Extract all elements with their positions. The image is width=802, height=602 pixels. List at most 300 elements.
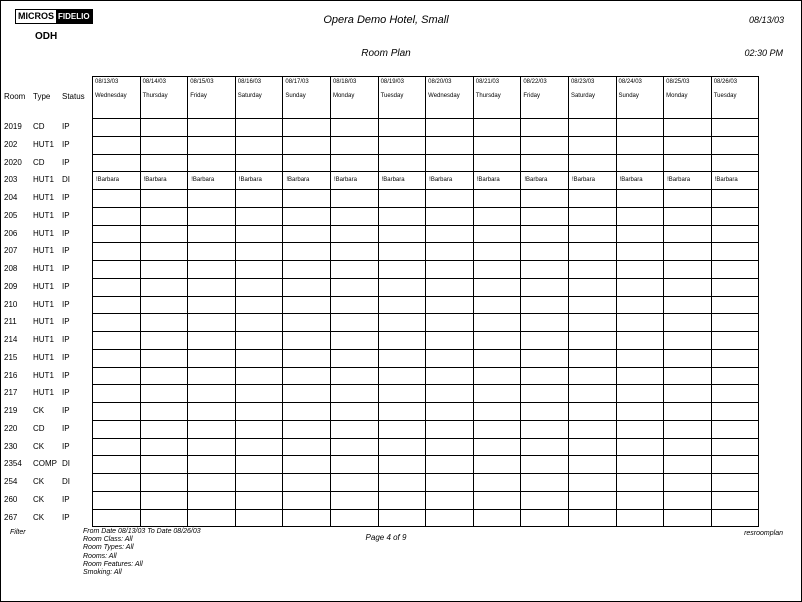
reservation-cell bbox=[569, 403, 617, 421]
reservation-cell bbox=[93, 421, 141, 439]
room-plan-grid bbox=[92, 76, 759, 527]
reservation-cell bbox=[379, 510, 427, 528]
reservation-cell bbox=[712, 439, 760, 457]
date-header-cell bbox=[93, 77, 141, 119]
reservation-cell bbox=[474, 368, 522, 386]
reservation-cell bbox=[569, 368, 617, 386]
reservation-cell bbox=[712, 403, 760, 421]
reservation-cell bbox=[474, 155, 522, 173]
reservation-cell bbox=[379, 119, 427, 137]
room-column-header: Room bbox=[4, 92, 26, 101]
reservation-cell bbox=[283, 474, 331, 492]
reservation-cell bbox=[379, 350, 427, 368]
reservation-cell bbox=[617, 261, 665, 279]
room-label-row bbox=[4, 438, 89, 456]
room-number: 215 bbox=[4, 352, 18, 362]
room-number: 205 bbox=[4, 210, 18, 220]
room-label-row bbox=[4, 367, 89, 385]
room-label-row bbox=[4, 455, 89, 473]
reservation-cell bbox=[569, 137, 617, 155]
room-status: IP bbox=[62, 370, 70, 380]
reservation-cell bbox=[712, 137, 760, 155]
reservation-cell bbox=[236, 314, 284, 332]
room-type: HUT1 bbox=[33, 175, 54, 185]
reservation-cell bbox=[93, 226, 141, 244]
date-header-cell bbox=[426, 77, 474, 119]
table-row bbox=[93, 456, 759, 474]
reservation-cell bbox=[379, 385, 427, 403]
reservation-cell bbox=[712, 119, 760, 137]
date-label: 08/19/03 bbox=[380, 79, 404, 85]
room-number: 217 bbox=[4, 388, 18, 398]
reservation-cell bbox=[474, 492, 522, 510]
reservation-cell bbox=[236, 385, 284, 403]
table-row bbox=[93, 474, 759, 492]
room-label-row bbox=[4, 473, 89, 491]
room-label-row bbox=[4, 509, 89, 527]
reservation-cell bbox=[569, 510, 617, 528]
reservation-cell bbox=[188, 492, 236, 510]
table-row bbox=[93, 368, 759, 386]
reservation-cell bbox=[712, 421, 760, 439]
reservation-cell bbox=[93, 297, 141, 315]
reservation-cell bbox=[426, 261, 474, 279]
reservation-cell: !Barbara bbox=[93, 172, 141, 190]
reservation-cell bbox=[426, 332, 474, 350]
room-label-row bbox=[4, 313, 89, 331]
reservation-cell bbox=[569, 297, 617, 315]
reservation-cell bbox=[188, 261, 236, 279]
reservation-cell bbox=[569, 421, 617, 439]
reservation-cell bbox=[236, 208, 284, 226]
reservation-cell bbox=[474, 403, 522, 421]
room-type: CD bbox=[33, 157, 45, 167]
reservation-cell bbox=[617, 208, 665, 226]
reservation-cell bbox=[93, 385, 141, 403]
reservation-cell bbox=[379, 279, 427, 297]
filter-label: Filter bbox=[10, 529, 26, 536]
reservation-cell bbox=[617, 119, 665, 137]
weekday-label: Tuesday bbox=[380, 93, 404, 99]
reservation-cell bbox=[664, 385, 712, 403]
room-status: IP bbox=[62, 494, 70, 504]
reservation-cell bbox=[712, 314, 760, 332]
room-number: 260 bbox=[4, 494, 18, 504]
reservation-cell bbox=[379, 190, 427, 208]
reservation-cell bbox=[236, 155, 284, 173]
reservation-cell bbox=[569, 350, 617, 368]
reservation-cell bbox=[712, 456, 760, 474]
room-type: HUT1 bbox=[33, 370, 54, 380]
reservation-cell bbox=[188, 510, 236, 528]
reservation-cell bbox=[664, 332, 712, 350]
room-label-row bbox=[4, 154, 89, 172]
reservation-cell bbox=[331, 403, 379, 421]
reservation-cell bbox=[521, 314, 569, 332]
table-row bbox=[93, 492, 759, 510]
room-type: CK bbox=[33, 512, 45, 522]
weekday-label: Wednesday bbox=[95, 93, 127, 99]
reservation-cell bbox=[664, 119, 712, 137]
room-type: HUT1 bbox=[33, 352, 54, 362]
room-label-row bbox=[4, 242, 89, 260]
room-status: IP bbox=[62, 246, 70, 256]
reservation-cell: !Barbara bbox=[141, 172, 189, 190]
date-label: 08/24/03 bbox=[618, 79, 642, 85]
reservation-cell bbox=[521, 137, 569, 155]
reservation-cell bbox=[141, 226, 189, 244]
date-label: 08/23/03 bbox=[570, 79, 595, 85]
room-status: DI bbox=[62, 459, 70, 469]
room-type: HUT1 bbox=[33, 281, 54, 291]
reservation-cell bbox=[379, 421, 427, 439]
reservation-cell bbox=[93, 403, 141, 421]
filter-line: Room Class: All bbox=[83, 536, 133, 544]
reservation-cell bbox=[474, 226, 522, 244]
room-type: CK bbox=[33, 494, 45, 504]
reservation-cell: !Barbara bbox=[569, 172, 617, 190]
reservation-cell bbox=[93, 350, 141, 368]
reservation-cell bbox=[379, 403, 427, 421]
room-number: 214 bbox=[4, 335, 18, 344]
reservation-cell bbox=[569, 208, 617, 226]
reservation-cell bbox=[331, 439, 379, 457]
reservation-cell bbox=[141, 137, 189, 155]
room-label-row bbox=[4, 331, 89, 349]
reservation-cell bbox=[569, 119, 617, 137]
logo-right-text: FIDELIO bbox=[58, 12, 90, 21]
reservation-cell bbox=[283, 137, 331, 155]
reservation-cell bbox=[141, 243, 189, 261]
reservation-cell bbox=[712, 226, 760, 244]
reservation-cell bbox=[521, 474, 569, 492]
reservation-cell bbox=[569, 243, 617, 261]
reservation-cell bbox=[617, 456, 665, 474]
reservation-cell bbox=[474, 332, 522, 350]
report-name: resroomplan bbox=[744, 530, 783, 537]
room-number: 211 bbox=[4, 317, 17, 327]
room-status: DI bbox=[62, 175, 70, 185]
reservation-cell bbox=[712, 385, 760, 403]
date-header-cell bbox=[188, 77, 236, 119]
reservation-cell bbox=[474, 190, 522, 208]
reservation-cell bbox=[331, 421, 379, 439]
reservation-cell bbox=[426, 492, 474, 510]
reservation-cell bbox=[141, 385, 189, 403]
date-header-cell bbox=[569, 77, 617, 119]
reservation-cell bbox=[569, 492, 617, 510]
reservation-cell bbox=[521, 226, 569, 244]
room-number: 267 bbox=[4, 512, 18, 522]
reservation-cell bbox=[617, 332, 665, 350]
room-type: CK bbox=[33, 441, 45, 451]
reservation-cell bbox=[664, 456, 712, 474]
date-header-row bbox=[93, 77, 759, 119]
reservation-cell bbox=[664, 243, 712, 261]
reservation-cell bbox=[188, 137, 236, 155]
reservation-cell bbox=[617, 368, 665, 386]
table-row bbox=[93, 439, 759, 457]
reservation-cell bbox=[521, 368, 569, 386]
reservation-cell bbox=[379, 297, 427, 315]
reservation-cell bbox=[521, 119, 569, 137]
reservation-cell bbox=[426, 314, 474, 332]
reservation-cell bbox=[93, 474, 141, 492]
room-label-row bbox=[4, 349, 89, 367]
reservation-cell bbox=[188, 474, 236, 492]
reservation-cell bbox=[521, 403, 569, 421]
table-row bbox=[93, 350, 759, 368]
room-number: 206 bbox=[4, 228, 18, 238]
room-status: IP bbox=[62, 139, 70, 149]
reservation-cell bbox=[188, 350, 236, 368]
reservation-cell bbox=[93, 456, 141, 474]
reservation-cell bbox=[712, 279, 760, 297]
reservation-cell bbox=[236, 439, 284, 457]
date-label: 08/16/03 bbox=[237, 79, 262, 85]
filter-line: Room Features: All bbox=[83, 560, 143, 568]
table-row bbox=[93, 172, 759, 190]
table-row bbox=[93, 261, 759, 279]
reservation-cell bbox=[93, 137, 141, 155]
reservation-cell bbox=[712, 350, 760, 368]
reservation-cell bbox=[283, 439, 331, 457]
room-type: HUT1 bbox=[33, 210, 54, 220]
reservation-cell bbox=[521, 243, 569, 261]
reservation-cell bbox=[379, 332, 427, 350]
room-status: DI bbox=[62, 477, 70, 486]
reservation-cell bbox=[617, 439, 665, 457]
reservation-cell bbox=[569, 279, 617, 297]
date-header-cell bbox=[521, 77, 569, 119]
room-type: CD bbox=[33, 122, 45, 131]
reservation-cell bbox=[617, 385, 665, 403]
reservation-cell bbox=[664, 439, 712, 457]
date-header-cell bbox=[712, 77, 760, 119]
reservation-cell bbox=[331, 297, 379, 315]
reservation-cell bbox=[93, 492, 141, 510]
room-status: IP bbox=[62, 317, 70, 327]
room-number: 210 bbox=[4, 299, 18, 309]
reservation-cell bbox=[331, 332, 379, 350]
reservation-cell bbox=[141, 261, 189, 279]
reservation-cell bbox=[331, 474, 379, 492]
room-number: 254 bbox=[4, 477, 18, 486]
room-type: HUT1 bbox=[33, 299, 54, 309]
reservation-cell bbox=[141, 492, 189, 510]
weekday-label: Friday bbox=[190, 93, 207, 99]
room-status: IP bbox=[62, 299, 70, 309]
reservation-cell bbox=[93, 439, 141, 457]
reservation-cell bbox=[283, 208, 331, 226]
reservation-cell bbox=[617, 314, 665, 332]
reservation-cell bbox=[474, 421, 522, 439]
reservation-cell bbox=[188, 314, 236, 332]
reservation-cell bbox=[188, 421, 236, 439]
reservation-cell bbox=[664, 190, 712, 208]
reservation-cell: !Barbara bbox=[236, 172, 284, 190]
reservation-cell bbox=[236, 456, 284, 474]
reservation-cell bbox=[521, 510, 569, 528]
date-label: 08/21/03 bbox=[475, 79, 500, 85]
reservation-cell bbox=[236, 510, 284, 528]
reservation-cell bbox=[521, 297, 569, 315]
date-header-cell bbox=[236, 77, 284, 119]
table-row bbox=[93, 510, 759, 528]
print-date: 08/13/03 bbox=[748, 15, 784, 25]
weekday-label: Monday bbox=[666, 93, 688, 99]
room-type: CK bbox=[33, 477, 45, 486]
reservation-cell bbox=[379, 456, 427, 474]
reservation-cell bbox=[379, 137, 427, 155]
status-column-header: Status bbox=[62, 92, 85, 101]
reservation-cell bbox=[236, 261, 284, 279]
reservation-cell bbox=[141, 421, 189, 439]
reservation-cell bbox=[141, 510, 189, 528]
room-status: IP bbox=[62, 122, 70, 131]
reservation-cell bbox=[93, 261, 141, 279]
reservation-cell bbox=[236, 368, 284, 386]
reservation-cell bbox=[426, 208, 474, 226]
room-status: IP bbox=[62, 264, 70, 273]
date-label: 08/17/03 bbox=[285, 79, 309, 85]
reservation-cell bbox=[331, 350, 379, 368]
reservation-cell bbox=[569, 474, 617, 492]
room-label-row bbox=[4, 189, 89, 207]
reservation-cell bbox=[664, 403, 712, 421]
reservation-cell bbox=[283, 155, 331, 173]
reservation-cell bbox=[569, 314, 617, 332]
reservation-cell bbox=[236, 492, 284, 510]
reservation-cell bbox=[712, 492, 760, 510]
room-number: 203 bbox=[4, 175, 18, 185]
room-status: IP bbox=[62, 352, 70, 362]
reservation-cell bbox=[712, 243, 760, 261]
reservation-cell bbox=[283, 510, 331, 528]
table-row bbox=[93, 155, 759, 173]
reservation-cell bbox=[426, 474, 474, 492]
table-row bbox=[93, 385, 759, 403]
reservation-cell bbox=[188, 119, 236, 137]
reservation-cell bbox=[474, 208, 522, 226]
table-row bbox=[93, 314, 759, 332]
reservation-cell bbox=[474, 137, 522, 155]
reservation-cell bbox=[331, 119, 379, 137]
room-label-row bbox=[4, 260, 89, 278]
reservation-cell bbox=[283, 350, 331, 368]
reservation-cell bbox=[426, 385, 474, 403]
reservation-cell bbox=[283, 297, 331, 315]
weekday-label: Sunday bbox=[285, 93, 306, 99]
reservation-cell bbox=[664, 314, 712, 332]
reservation-cell bbox=[141, 155, 189, 173]
reservation-cell: !Barbara bbox=[664, 172, 712, 190]
reservation-cell bbox=[283, 119, 331, 137]
reservation-cell bbox=[331, 368, 379, 386]
date-header-cell bbox=[664, 77, 712, 119]
reservation-cell bbox=[379, 368, 427, 386]
table-row bbox=[93, 279, 759, 297]
room-type: CK bbox=[33, 406, 45, 415]
reservation-cell bbox=[93, 208, 141, 226]
reservation-cell bbox=[426, 456, 474, 474]
date-label: 08/14/03 bbox=[142, 79, 166, 85]
reservation-cell bbox=[426, 510, 474, 528]
weekday-label: Friday bbox=[523, 93, 541, 99]
date-label: 08/15/03 bbox=[190, 79, 214, 85]
filter-line: From Date 08/13/03 To Date 08/26/03 bbox=[83, 528, 201, 535]
reservation-cell bbox=[93, 510, 141, 528]
reservation-cell bbox=[283, 421, 331, 439]
reservation-cell bbox=[283, 456, 331, 474]
reservation-cell bbox=[331, 190, 379, 208]
room-number: 216 bbox=[4, 370, 18, 380]
reservation-cell bbox=[617, 492, 665, 510]
table-row bbox=[93, 190, 759, 208]
reservation-cell bbox=[426, 155, 474, 173]
reservation-cell: !Barbara bbox=[283, 172, 331, 190]
reservation-cell bbox=[379, 155, 427, 173]
reservation-cell bbox=[617, 510, 665, 528]
reservation-cell bbox=[617, 243, 665, 261]
reservation-cell bbox=[331, 208, 379, 226]
reservation-cell bbox=[569, 155, 617, 173]
reservation-cell bbox=[664, 492, 712, 510]
reservation-cell bbox=[664, 261, 712, 279]
reservation-cell bbox=[283, 368, 331, 386]
table-row bbox=[93, 119, 759, 137]
reservation-cell bbox=[236, 332, 284, 350]
table-row bbox=[93, 421, 759, 439]
reservation-cell bbox=[283, 261, 331, 279]
reservation-cell bbox=[521, 155, 569, 173]
reservation-cell bbox=[141, 439, 189, 457]
reservation-cell bbox=[664, 279, 712, 297]
reservation-cell bbox=[283, 314, 331, 332]
reservation-cell bbox=[664, 510, 712, 528]
reservation-cell bbox=[141, 368, 189, 386]
room-label-row bbox=[4, 402, 89, 420]
table-row bbox=[93, 137, 759, 155]
reservation-cell bbox=[93, 279, 141, 297]
weekday-label: Thursday bbox=[475, 93, 501, 99]
reservation-cell bbox=[474, 350, 522, 368]
reservation-cell bbox=[426, 119, 474, 137]
reservation-cell bbox=[93, 314, 141, 332]
reservation-cell bbox=[188, 439, 236, 457]
reservation-cell bbox=[569, 456, 617, 474]
reservation-cell bbox=[664, 350, 712, 368]
reservation-cell bbox=[379, 492, 427, 510]
room-type: HUT1 bbox=[33, 246, 54, 256]
type-column-header: Type bbox=[33, 92, 51, 101]
reservation-cell bbox=[141, 314, 189, 332]
reservation-cell bbox=[474, 510, 522, 528]
reservation-cell bbox=[283, 492, 331, 510]
print-time: 02:30 PM bbox=[744, 48, 783, 58]
reservation-cell bbox=[569, 226, 617, 244]
reservation-cell bbox=[379, 226, 427, 244]
room-status: IP bbox=[62, 281, 70, 291]
date-header-cell bbox=[379, 77, 427, 119]
reservation-cell bbox=[617, 350, 665, 368]
reservation-cell bbox=[521, 279, 569, 297]
reservation-cell bbox=[521, 421, 569, 439]
reservation-cell bbox=[426, 243, 474, 261]
reservation-cell bbox=[236, 403, 284, 421]
reservation-cell bbox=[712, 155, 760, 173]
filter-line: Smoking: All bbox=[83, 569, 122, 577]
